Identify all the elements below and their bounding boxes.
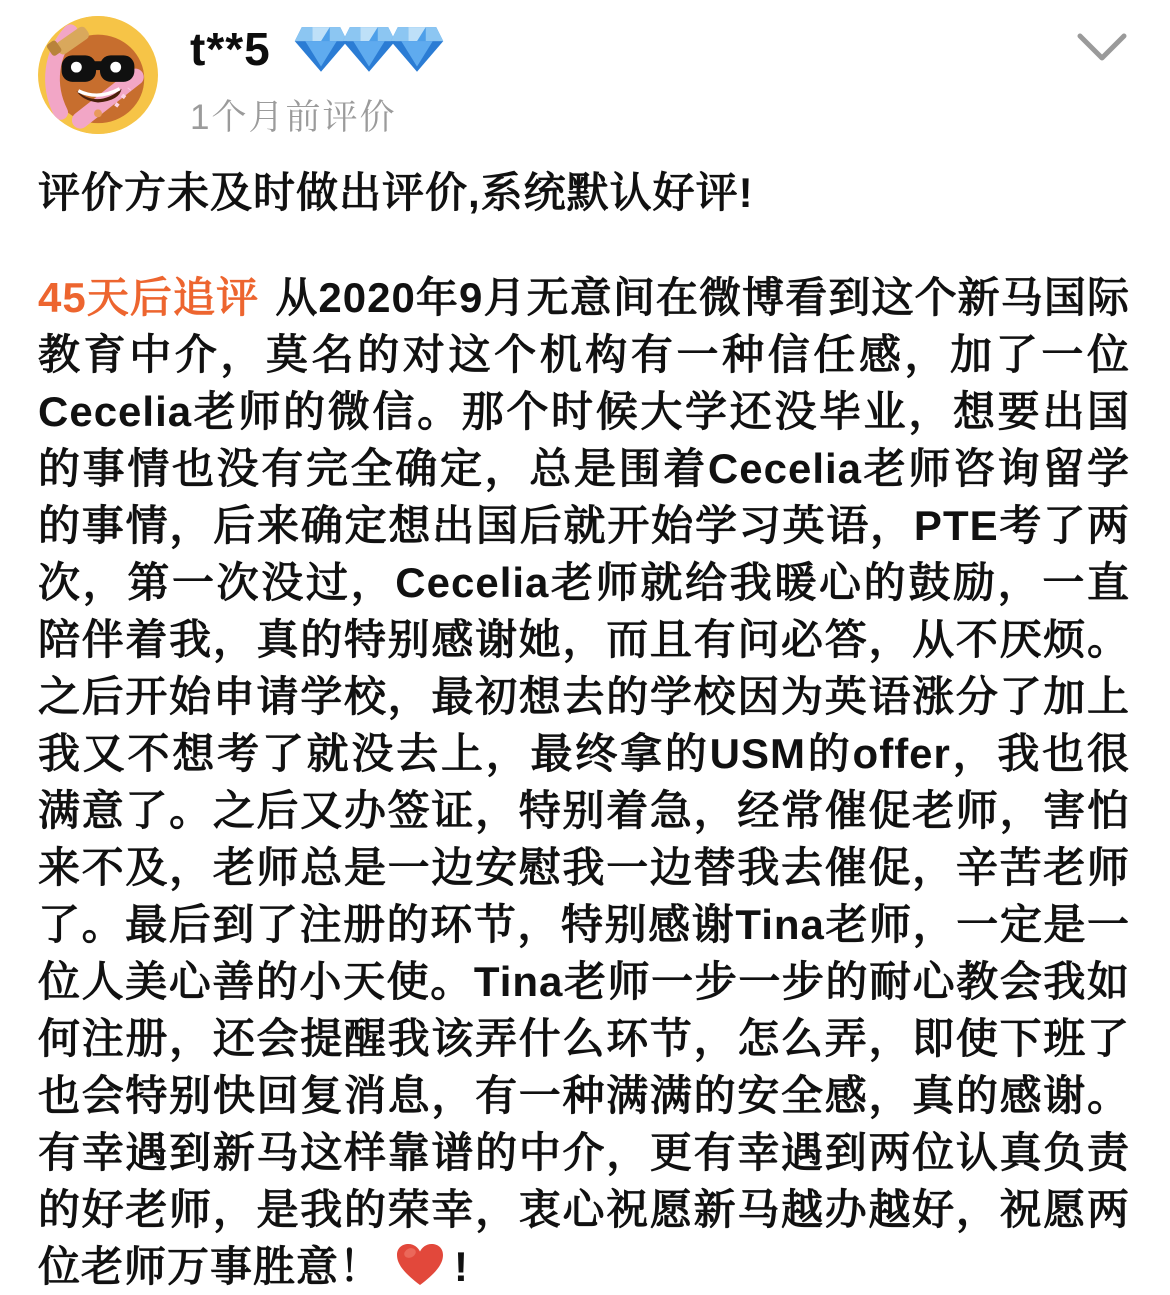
red-heart-icon (396, 1243, 444, 1287)
review-time: 1个月前评价 (190, 98, 397, 137)
diamond-icon (389, 24, 445, 74)
diamond-icons (293, 24, 437, 74)
review-header (38, 16, 1130, 140)
followup-badge: 45天后追评 (38, 274, 260, 321)
exclamation-suffix: ! (454, 1243, 470, 1290)
avatar (38, 16, 158, 134)
header-meta (190, 16, 437, 140)
followup-review-text (38, 269, 1130, 1295)
review-body-text: 从2020年9月无意间在微博看到这个新马国际教育中介，莫名的对这个机构有一种信任感，加了一位Cecelia老师的微信。那个时候大学还没毕业，想要出国的事情也没有完全确定，总是围着Cecelia老师咨询留学的事情，后来确定想出国后就开始学习英语，PTE考了两次，第一次没过，Cecelia老师就给我暖心的鼓励，一直陪伴着我，真的特别感谢她，而且有问必答，从不厌烦。之后开始申请学校，最初想去的学校因为英语涨分了加上我又不想考了就没去上，最终拿的USM的offer，我也很满意了。之后又办签证，特别着急，经常催促老师，害怕来不及，老师总是一边安慰我一边替我去催促，辛苦老师了。最后到了注册的环节，特别感谢Tina老师，一定是一位人美心善的小天使。Tina老师一步一步的耐心教会我如何注册，还会提醒我该弄什么环节，怎么弄，即使下班了也会特别快回复消息，有一种满满的安全感，真的感谢。有幸遇到新马这样靠谱的中介，更有幸遇到两位认真负责的好老师，是我的荣幸，衷心祝愿新马越办越好，祝愿两位老师万事胜意！ (38, 274, 1131, 1290)
username: t**5 (190, 23, 271, 75)
default-review-text: 评价方未及时做出评价,系统默认好评! (38, 169, 754, 216)
chevron-down-icon[interactable] (1076, 30, 1128, 66)
